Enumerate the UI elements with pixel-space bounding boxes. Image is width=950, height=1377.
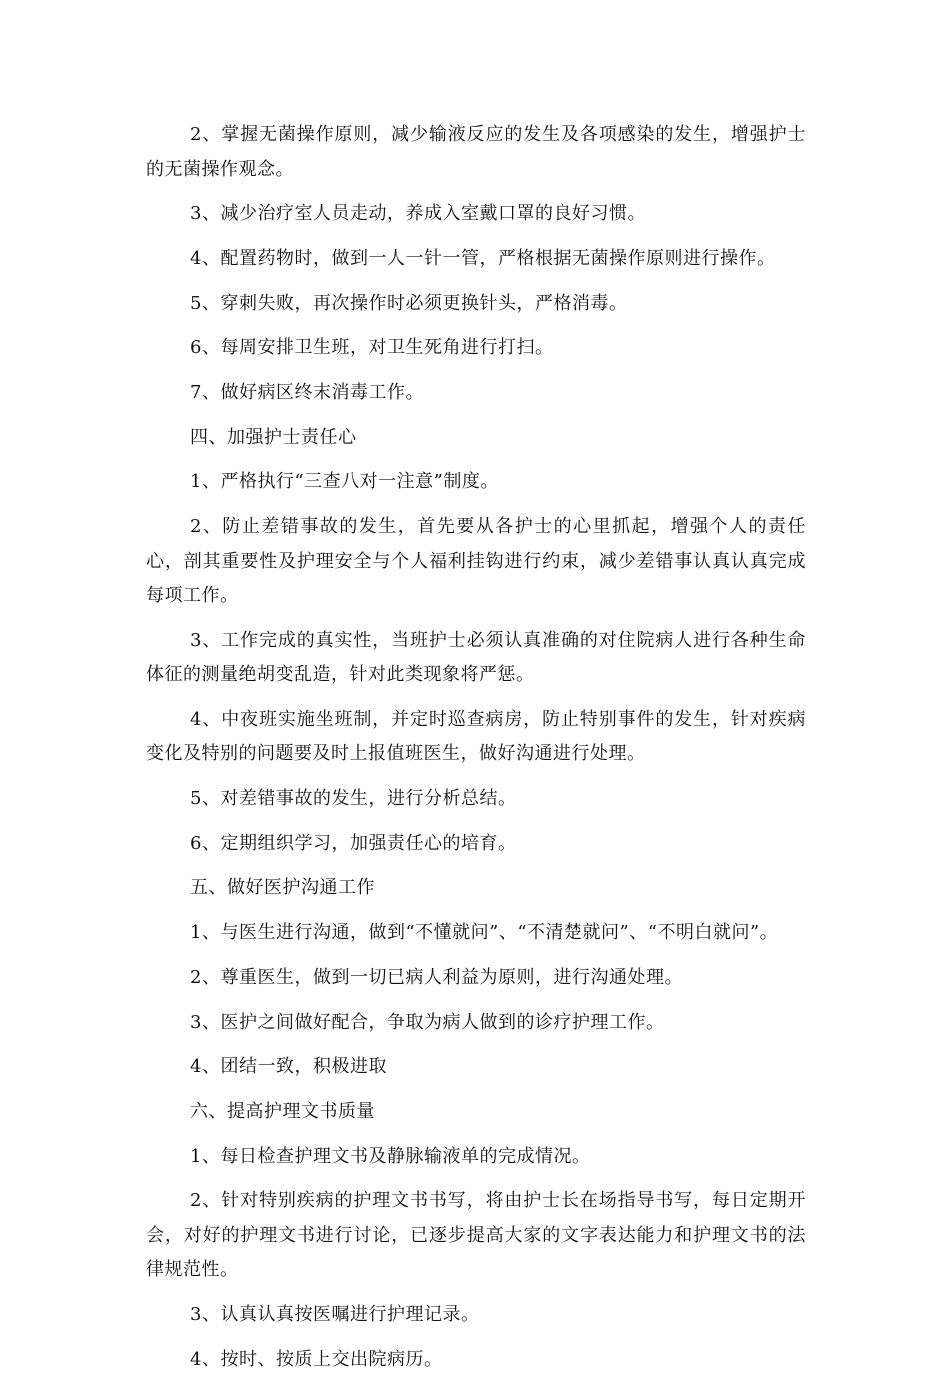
paragraph-item: 4、配置药物时，做到一人一针一管，严格根据无菌操作原则进行操作。 — [190, 247, 776, 269]
paragraph-item: 2、针对特别疾病的护理文书书写，将由护士长在场指导书写，每日定期开会，对好的护理文书进行讨论，已逐步提高大家的文字表达能力和护理文书的法律规范性。 — [146, 1190, 806, 1281]
paragraph-item: 4、团结一致，积极进取 — [190, 1056, 387, 1078]
paragraph-item: 1、与医生进行沟通，做到“不懂就问”、“不清楚就问”、“不明白就问”。 — [190, 922, 779, 944]
paragraph-item: 4、按时、按质上交出院病历。 — [190, 1348, 443, 1370]
paragraph-item: 1、每日检查护理文书及静脉输液单的完成情况。 — [190, 1145, 591, 1167]
section-heading: 六、提高护理文书质量 — [190, 1100, 375, 1122]
paragraph-item: 5、对差错事故的发生，进行分析总结。 — [190, 788, 517, 810]
paragraph-item: 3、减少治疗室人员走动，养成入室戴口罩的良好习惯。 — [190, 203, 646, 225]
paragraph-item: 2、防止差错事故的发生，首先要从各护士的心里抓起，增强个人的责任心，剖其重要性及护理安全与个人福利挂钩进行约束，减少差错事认真认真完成每项工作。 — [146, 516, 806, 606]
paragraph-item: 6、定期组织学习，加强责任心的培育。 — [190, 832, 517, 854]
paragraph-item: 2、尊重医生，做到一切已病人利益为原则，进行沟通处理。 — [190, 966, 683, 988]
paragraph-item: 6、每周安排卫生班，对卫生死角进行打扫。 — [190, 337, 554, 359]
document-body — [146, 118, 806, 1377]
paragraph-item: 3、认真认真按医嘱进行护理记录。 — [190, 1303, 480, 1325]
paragraph-item: 5、穿刺失败，再次操作时必须更换针头，严格消毒。 — [190, 292, 628, 314]
paragraph-item: 4、中夜班实施坐班制，并定时巡查病房，防止特别事件的发生，针对疾病变化及特别的问题要及时上报值班医生，做好沟通进行处理。 — [146, 708, 806, 765]
paragraph-item: 3、工作完成的真实性，当班护士必须认真准确的对住院病人进行各种生命体征的测量绝胡变乱造，针对此类现象将严惩。 — [146, 629, 806, 686]
paragraph-item: 1、严格执行“三查八对一注意”制度。 — [190, 471, 499, 493]
paragraph-item: 7、做好病区终末消毒工作。 — [190, 381, 424, 403]
section-heading: 四、加强护士责任心 — [190, 426, 357, 448]
paragraph-item: 3、医护之间做好配合，争取为病人做到的诊疗护理工作。 — [190, 1011, 665, 1033]
paragraph-item: 2、掌握无菌操作原则，减少输液反应的发生及各项感染的发生，增强护士的无菌操作观念。 — [146, 124, 806, 180]
section-heading: 五、做好医护沟通工作 — [190, 877, 375, 899]
